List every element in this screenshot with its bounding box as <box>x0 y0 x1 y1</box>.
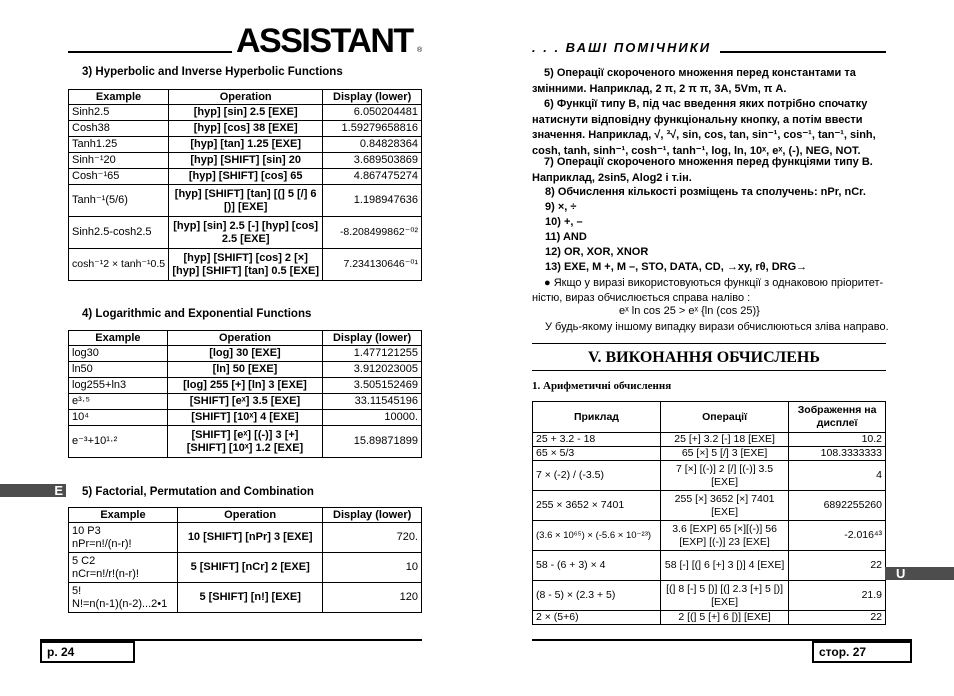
example-cell: Sinh2.5-cosh2.5 <box>69 217 169 249</box>
right-header-rule <box>720 51 886 53</box>
item-5-text: 5) Операції скороченого множення перед константами та змінними. Наприклад, 2 π, 2 π π, 3A, 5Vm, π A. <box>532 67 856 95</box>
display-cell: 15.89871899 <box>323 426 422 458</box>
factorial-table <box>68 507 422 613</box>
operation-cell: [hyp] [SHIFT] [sin] 20 <box>169 153 323 169</box>
operation-cell: [SHIFT] [eˣ] [(-)] 3 [+] [SHIFT] [10ˣ] 1.2 [EXE] <box>167 426 322 458</box>
display-cell: 21.9 <box>789 581 886 611</box>
example-cell: log30 <box>69 346 168 362</box>
example-cell: 65 × 5/3 <box>533 447 661 461</box>
left-header-rule <box>68 51 232 53</box>
example-formula: N!=n(n-1)(n-2)...2•1 <box>72 597 168 610</box>
col-operation: Operation <box>169 90 323 105</box>
display-cell: 1.198947636 <box>323 185 422 217</box>
col-example: Example <box>69 90 169 105</box>
col-display: Display (lower) <box>323 331 422 346</box>
item-7 <box>532 155 885 186</box>
display-cell: 22 <box>789 551 886 581</box>
table-header-row <box>69 508 422 523</box>
example-cell: ln50 <box>69 362 168 378</box>
table-row <box>69 378 422 394</box>
example-cell: e³·⁵ <box>69 394 168 410</box>
table-row <box>533 491 886 521</box>
section-rule <box>532 343 886 344</box>
table-row <box>69 137 422 153</box>
display-cell: 1.59279658816 <box>323 121 422 137</box>
item-7-text: 7) Операції скороченого множення перед функціями типу B. Наприклад, 2sin5, Alog2 і т.ін. <box>532 156 873 184</box>
table-row <box>69 217 422 249</box>
example-cell <box>69 553 178 583</box>
item-6 <box>532 97 885 159</box>
example-cell: 10⁴ <box>69 410 168 426</box>
display-cell: 6.050204481 <box>323 105 422 121</box>
language-tab-u <box>885 567 954 580</box>
table-row <box>69 153 422 169</box>
display-cell: 22 <box>789 611 886 625</box>
example-cell <box>69 523 178 553</box>
example-line: 5! <box>72 584 82 597</box>
operation-cell: [hyp] [sin] 2.5 [EXE] <box>169 105 323 121</box>
operation-cell: [hyp] [cos] 38 [EXE] <box>169 121 323 137</box>
operation-cell: 5 [SHIFT] [nCr] 2 [EXE] <box>177 553 322 583</box>
priority-note-text: ● Якщо у виразі використовуються функції з однаковою пріоритет-ністю, вираз обчислюється справа наліво : <box>532 277 884 304</box>
example-cell: 7 × (-2) / (-3.5) <box>533 461 661 491</box>
table-row <box>533 581 886 611</box>
operation-cell: 3.6 [EXP] 65 [×][(-)] 56 [EXP] [(-)] 23 [EXE] <box>660 521 788 551</box>
display-cell: 3.912023005 <box>323 362 422 378</box>
display-cell: 7.234130646⁻⁰¹ <box>323 249 422 281</box>
table-row <box>69 553 422 583</box>
item-11: 11) AND <box>545 231 587 243</box>
example-cell: Tanh1.25 <box>69 137 169 153</box>
operation-cell: [SHIFT] [eˣ] 3.5 [EXE] <box>167 394 322 410</box>
operation-cell: [(] 8 [-] 5 [)] [(] 2.3 [+] 5 [)] [EXE] <box>660 581 788 611</box>
display-cell: 3.689503869 <box>323 153 422 169</box>
subsection-title: 1. Арифметичні обчислення <box>532 380 672 392</box>
operation-cell: 7 [×] [(-)] 2 [/] [(-)] 3.5 [EXE] <box>660 461 788 491</box>
operation-cell: 255 [×] 3652 [×] 7401 [EXE] <box>660 491 788 521</box>
operation-cell: [hyp] [SHIFT] [cos] 2 [×] [hyp] [SHIFT] [tan] 0.5 [EXE] <box>169 249 323 281</box>
language-tab-label: E <box>54 483 63 498</box>
table-row <box>533 551 886 581</box>
priority-note-2: У будь-якому іншому випадку вирази обчислюються зліва направо. <box>545 321 889 333</box>
display-cell: 120 <box>323 583 422 613</box>
table-row <box>533 447 886 461</box>
hyperbolic-table <box>68 89 422 281</box>
left-page-number: р. 24 <box>40 641 135 663</box>
operation-cell: 10 [SHIFT] [nPr] 3 [EXE] <box>177 523 322 553</box>
operation-cell: 5 [SHIFT] [n!] [EXE] <box>177 583 322 613</box>
col-display: Зображення на дисплеї <box>789 402 886 433</box>
display-cell: 1.477121255 <box>323 346 422 362</box>
example-cell: (3.6 × 10⁶⁵) × (-5.6 × 10⁻²³) <box>533 521 661 551</box>
display-cell: 720. <box>323 523 422 553</box>
operation-cell: 58 [-] [(] 6 [+] 3 [)] 4 [EXE] <box>660 551 788 581</box>
col-display: Display (lower) <box>323 508 422 523</box>
logarithmic-table <box>68 330 422 458</box>
language-tab-label: U <box>896 566 906 581</box>
table-row <box>533 611 886 625</box>
operation-cell: [SHIFT] [10ˣ] 4 [EXE] <box>167 410 322 426</box>
example-cell: e⁻³+10¹·² <box>69 426 168 458</box>
brand-registered-mark: ® <box>417 47 423 54</box>
section-title: V. ВИКОНАННЯ ОБЧИСЛЕНЬ <box>588 349 820 366</box>
display-cell: 4 <box>789 461 886 491</box>
col-operation: Operation <box>177 508 322 523</box>
operation-cell: 65 [×] 5 [/] 3 [EXE] <box>660 447 788 461</box>
logarithmic-heading: 4) Logarithmic and Exponential Functions <box>82 308 312 320</box>
operation-cell: [hyp] [SHIFT] [cos] 65 <box>169 169 323 185</box>
example-formula: nPr=n!/(n-r)! <box>72 537 132 550</box>
display-cell: 4.867475274 <box>323 169 422 185</box>
table-row <box>69 410 422 426</box>
display-cell: 10 <box>323 553 422 583</box>
table-row <box>69 105 422 121</box>
display-cell: -8.208499862⁻⁰² <box>323 217 422 249</box>
item-6-text: 6) Функції типу В, під час введення яких потрібно спочатку натиснути відповідну функціональну кнопку, а потім ввести значення. Наприклад, √, ³√, sin, cos, tan, sin⁻¹, cos⁻¹, tan⁻¹, sinh, cosh, tanh, sinh⁻¹, cosh⁻¹, tanh⁻¹, log, ln, 10ˣ, eˣ, (-), NEG, NOT. <box>532 98 876 157</box>
table-header-row <box>69 331 422 346</box>
display-cell: 10.2 <box>789 433 886 447</box>
example-cell: (8 - 5) × (2.3 + 5) <box>533 581 661 611</box>
example-cell: Cosh⁻¹65 <box>69 169 169 185</box>
table-row <box>69 523 422 553</box>
col-example: Example <box>69 508 178 523</box>
example-line: 10 P3 <box>72 524 101 537</box>
operation-cell: [hyp] [tan] 1.25 [EXE] <box>169 137 323 153</box>
priority-note <box>532 276 885 305</box>
example-cell: log255+ln3 <box>69 378 168 394</box>
table-header-row <box>533 402 886 433</box>
right-page-number: стор. 27 <box>812 641 912 663</box>
hyperbolic-heading: 3) Hyperbolic and Inverse Hyperbolic Functions <box>82 66 343 78</box>
operation-cell: [hyp] [SHIFT] [tan] [(] 5 [/] 6 [)] [EXE] <box>169 185 323 217</box>
example-cell <box>69 583 178 613</box>
item-13: 13) EXE, M +, M –, STO, DATA, CD, →xy, rθ, DRG→ <box>545 261 808 273</box>
item-5 <box>532 66 885 97</box>
table-row <box>533 521 886 551</box>
table-row <box>69 426 422 458</box>
arithmetic-table <box>532 401 886 625</box>
factorial-heading: 5) Factorial, Permutation and Combination <box>82 486 314 498</box>
display-cell: 108.3333333 <box>789 447 886 461</box>
example-cell: 2 × (5+6) <box>533 611 661 625</box>
table-row <box>69 583 422 613</box>
example-formula: nCr=n!/r!(n-r)! <box>72 567 139 580</box>
operation-cell: 2 [(] 5 [+] 6 [)] [EXE] <box>660 611 788 625</box>
display-cell: 3.505152469 <box>323 378 422 394</box>
operation-cell: [log] 255 [+] [ln] 3 [EXE] <box>167 378 322 394</box>
example-cell: 58 - (6 + 3) × 4 <box>533 551 661 581</box>
example-cell: Sinh⁻¹20 <box>69 153 169 169</box>
table-row <box>69 121 422 137</box>
display-cell: -2.016⁴³ <box>789 521 886 551</box>
table-row <box>69 346 422 362</box>
item-12: 12) OR, XOR, XNOR <box>545 246 649 258</box>
col-display: Display (lower) <box>323 90 422 105</box>
col-operation: Operation <box>167 331 322 346</box>
language-tab-e <box>0 484 66 497</box>
col-operation: Операції <box>660 402 788 433</box>
col-example: Example <box>69 331 168 346</box>
operation-cell: 25 [+] 3.2 [-] 18 [EXE] <box>660 433 788 447</box>
example-cell: 25 + 3.2 - 18 <box>533 433 661 447</box>
display-cell: 6892255260 <box>789 491 886 521</box>
example-cell: Cosh38 <box>69 121 169 137</box>
table-row <box>533 461 886 491</box>
operation-cell: [log] 30 [EXE] <box>167 346 322 362</box>
table-row <box>69 394 422 410</box>
col-example: Приклад <box>533 402 661 433</box>
table-header-row <box>69 90 422 105</box>
table-row <box>69 249 422 281</box>
example-cell: Sinh2.5 <box>69 105 169 121</box>
table-row <box>69 362 422 378</box>
operation-cell: [ln] 50 [EXE] <box>167 362 322 378</box>
item-10: 10) +, – <box>545 216 583 228</box>
example-cell: 255 × 3652 × 7401 <box>533 491 661 521</box>
table-row <box>533 433 886 447</box>
table-row <box>69 185 422 217</box>
example-cell: cosh⁻¹2 × tanh⁻¹0.5 <box>69 249 169 281</box>
priority-formula: eˣ ln cos 25 > eˣ {ln (cos 25)} <box>619 305 760 317</box>
display-cell: 10000. <box>323 410 422 426</box>
display-cell: 0.84828364 <box>323 137 422 153</box>
operation-cell: [hyp] [sin] 2.5 [-] [hyp] [cos] 2.5 [EXE] <box>169 217 323 249</box>
item-8: 8) Обчислення кількості розміщень та сполучень: nPr, nCr. <box>545 186 866 198</box>
display-cell: 33.11545196 <box>323 394 422 410</box>
example-line: 5 C2 <box>72 554 96 567</box>
brand-logo: ASSISTANT <box>236 22 413 60</box>
item-9: 9) ×, ÷ <box>545 201 577 213</box>
example-cell: Tanh⁻¹(5/6) <box>69 185 169 217</box>
table-row <box>69 169 422 185</box>
header-tagline: . . . ВАШІ ПОМІЧНИКИ <box>532 40 712 55</box>
section-rule <box>532 370 886 371</box>
